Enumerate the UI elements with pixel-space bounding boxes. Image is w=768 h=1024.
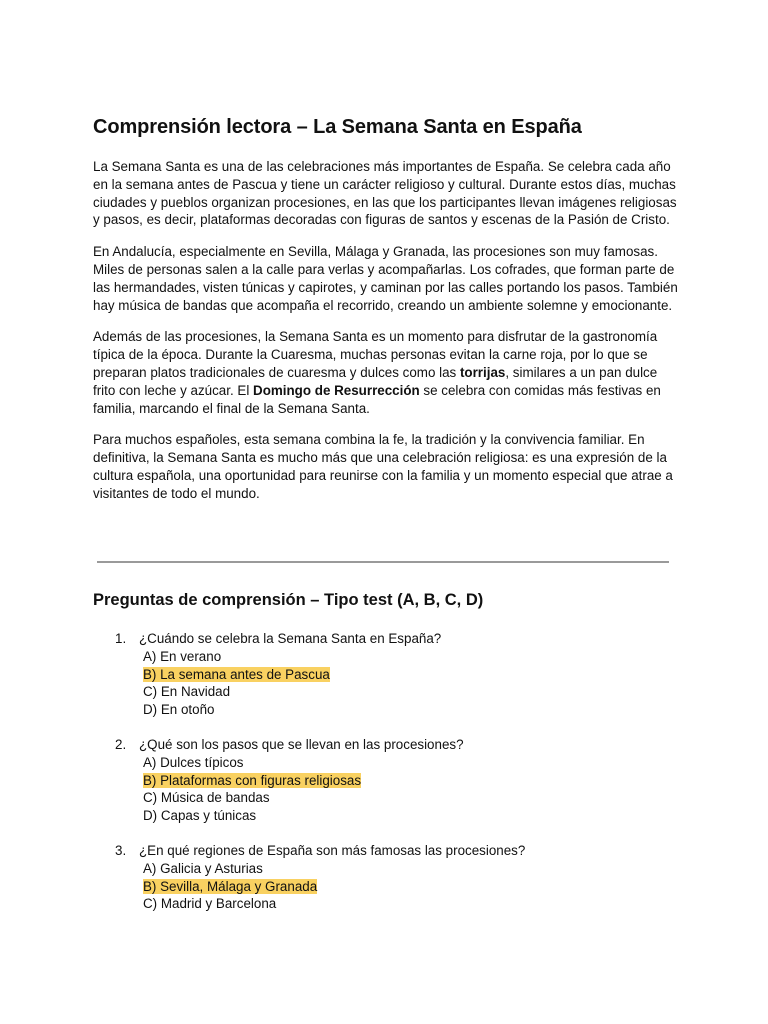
question-text: ¿Cuándo se celebra la Semana Santa en España? xyxy=(139,631,442,646)
question-line xyxy=(93,630,678,648)
question-text: ¿Qué son los pasos que se llevan en las procesiones? xyxy=(139,736,464,752)
option-text: A) Dulces típicos xyxy=(143,754,244,770)
option-text-highlighted: B) Plataformas con figuras religiosas xyxy=(143,772,362,788)
option-b xyxy=(93,772,678,790)
question-line xyxy=(93,842,678,860)
option-c xyxy=(93,683,678,701)
option-d xyxy=(93,807,678,825)
page-title: Comprensión lectora – La Semana Santa en España xyxy=(93,116,582,138)
option-text: A) En verano xyxy=(143,648,222,664)
paragraph-3 xyxy=(93,328,678,417)
paragraph-3-text-a: Además de las procesiones, la Semana Santa es un momento para disfrutar de la gastronomía típica de la época. Durante la Cuaresma, muchas personas evitan la carne roja, por lo que se preparan platos tradicionales de cuaresma y dulces como las xyxy=(93,329,658,380)
option-a xyxy=(93,860,678,878)
option-text: C) Música de bandas xyxy=(143,790,270,806)
option-text: A) Galicia y Asturias xyxy=(143,860,263,876)
reading-section xyxy=(93,114,678,517)
bold-term-torrijas: torrijas xyxy=(459,364,506,380)
question-text: ¿En qué regiones de España son más famosas las procesiones? xyxy=(139,842,526,858)
question-number: 3. xyxy=(115,842,127,858)
option-d xyxy=(93,701,678,719)
option-text: C) En Navidad xyxy=(143,684,231,700)
option-text: D) Capas y túnicas xyxy=(143,808,257,824)
paragraph-3-text-c: se celebra con comidas más festivas en familia, marcando el final de la Semana Santa. xyxy=(93,382,661,416)
paragraph-2: En Andalucía, especialmente en Sevilla, Málaga y Granada, las procesiones son muy famosas. Miles de personas salen a la calle para verlas y acompañarlas. Los cofrades, que forman parte de las hermandades, visten túnicas y capirotes, y caminan por las calles portando los pasos. También hay música de bandas que acompaña el recorrido, creando un ambiente solemne y emocionante. xyxy=(93,244,678,313)
option-b xyxy=(93,878,678,896)
option-a xyxy=(93,754,678,772)
option-c xyxy=(93,789,678,807)
quiz-section xyxy=(93,588,678,930)
question-number: 2. xyxy=(115,736,127,752)
option-text: D) En otoño xyxy=(143,702,215,718)
option-b xyxy=(93,666,678,684)
option-c xyxy=(93,895,678,913)
question-line xyxy=(93,736,678,754)
bold-term-domingo: Domingo de Resurrección xyxy=(253,382,420,398)
paragraph-4: Para muchos españoles, esta semana combina la fe, la tradición y la convivencia familiar. En definitiva, la Semana Santa es mucho más que una celebración religiosa: es una expresión de la cultura española, una oportunidad para reunirse con la familia y un momento especial que atrae a visitantes de todo el mundo. xyxy=(93,432,673,501)
question-2 xyxy=(93,736,678,825)
option-text-highlighted: B) Sevilla, Málaga y Granada xyxy=(143,878,318,894)
horizontal-divider xyxy=(97,561,669,563)
paragraph-3-text-b: , similares a un pan dulce frito con leche y azúcar. El xyxy=(93,364,658,398)
quiz-heading: Preguntas de comprensión – Tipo test (A, B, C, D) xyxy=(93,591,484,609)
paragraph-1: La Semana Santa es una de las celebraciones más importantes de España. Se celebra cada año en la semana antes de Pascua y tiene un carácter religioso y cultural. Durante estos días, muchas ciudades y pueblos organizan procesiones, en las que los participantes llevan imágenes religiosas y pasos, es decir, plataformas decoradas con figuras de santos y escenas de la Pasión de Cristo. xyxy=(93,159,677,228)
question-1 xyxy=(93,630,678,719)
option-a xyxy=(93,648,678,666)
option-text-highlighted: B) La semana antes de Pascua xyxy=(143,666,330,682)
question-3 xyxy=(93,842,678,913)
question-number: 1. xyxy=(115,631,127,646)
option-text: C) Madrid y Barcelona xyxy=(143,896,277,912)
